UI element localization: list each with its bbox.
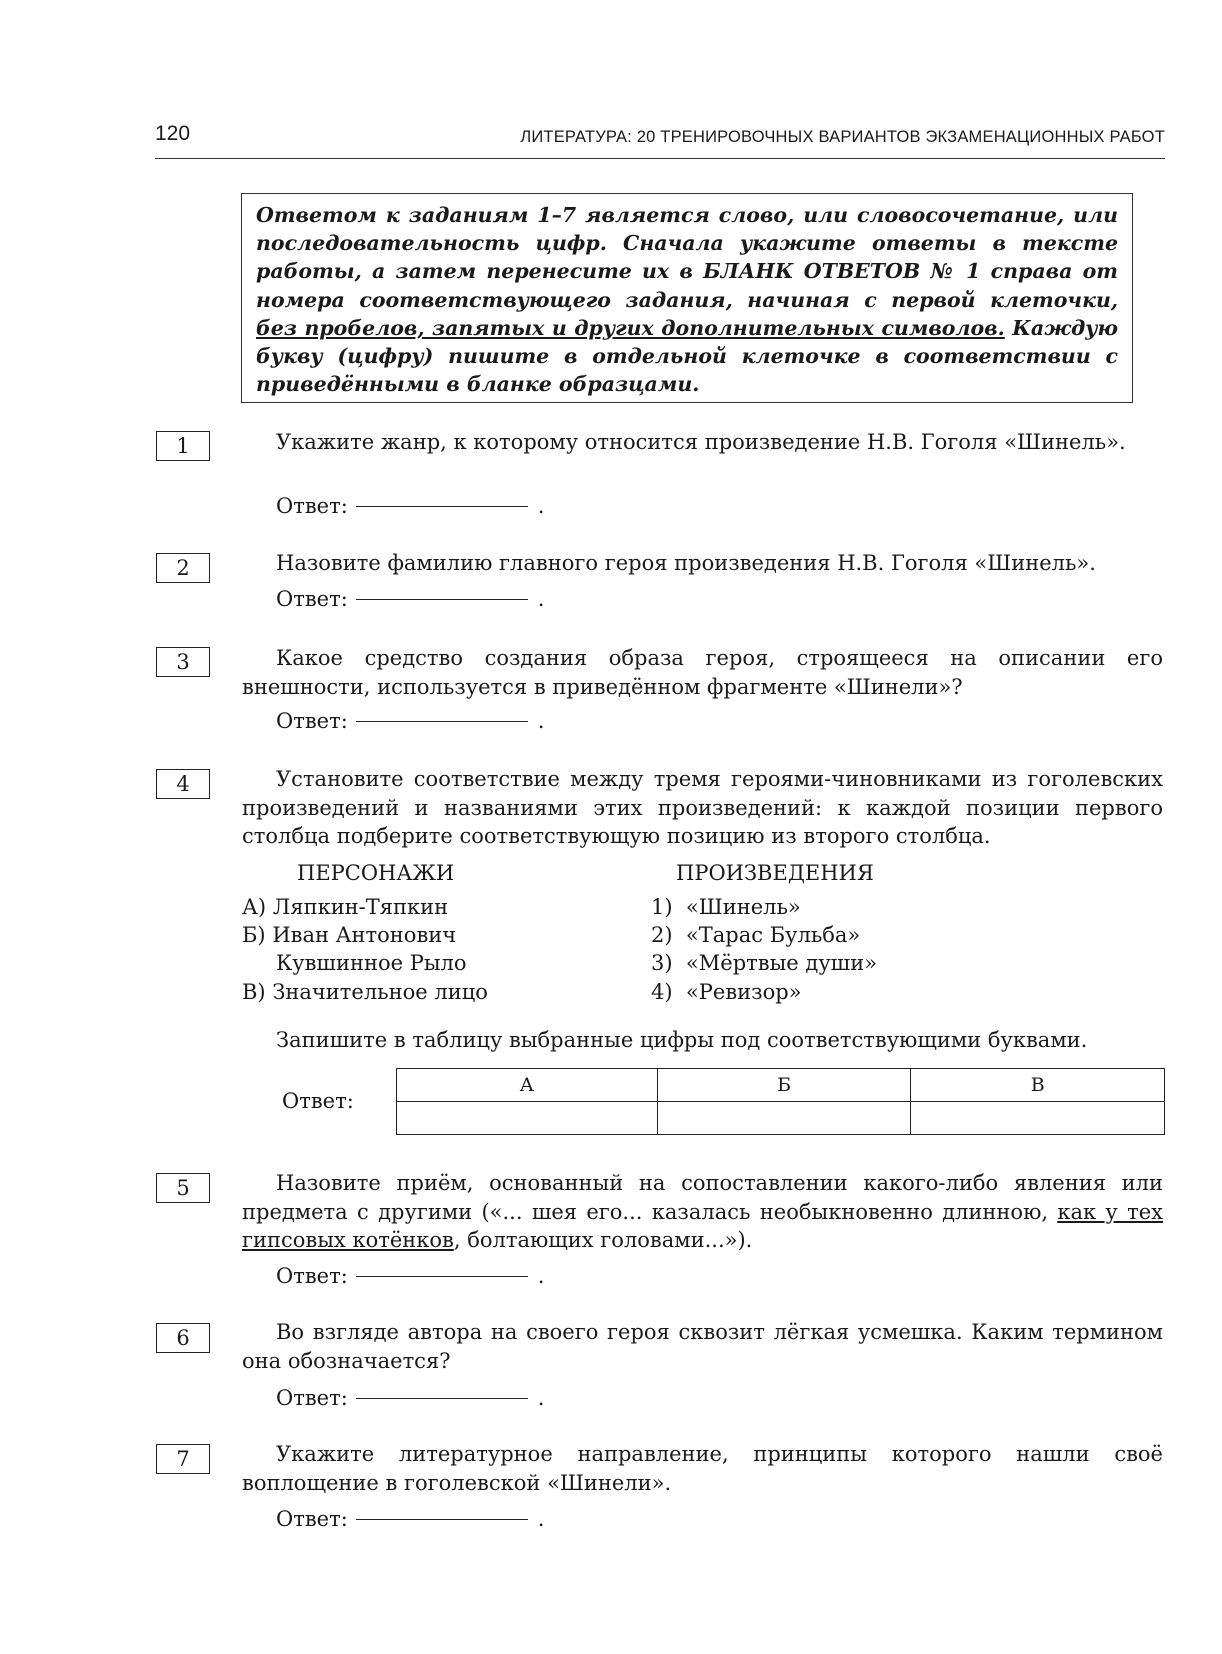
work-number: 1) xyxy=(651,895,673,919)
answer-table-header-row xyxy=(397,1069,1165,1102)
answer-line-6[interactable]: Ответ: . xyxy=(276,1386,545,1410)
character-letter: В) xyxy=(242,980,266,1004)
work-number: 2) xyxy=(651,923,673,947)
task-text-5-part1: Назовите приём, основанный на сопоставлении какого-либо явления или предмета с другими («... шея его... казалась необыкновенно длинною, xyxy=(242,1171,1163,1224)
character-name: Ляпкин-Тяпкин xyxy=(272,895,449,919)
task-number-2: 2 xyxy=(156,553,210,583)
answer-cell-a[interactable] xyxy=(397,1102,658,1135)
work-number: 3) xyxy=(651,951,673,975)
instruction-text-part1: Ответом к заданиям 1–7 является слово, или словосочетание, или последовательность цифр. Сначала укажите ответы в тексте работы, а затем перенесите их в БЛАНК ОТВЕТОВ № 1 справа от номера соответствующего задания, начиная с первой клеточки, xyxy=(256,203,1118,312)
task-text-2: Назовите фамилию главного героя произведения Н.В. Гоголя «Шинель». xyxy=(276,551,1096,575)
answer-table-header-a: А xyxy=(397,1069,658,1102)
task-number-5: 5 xyxy=(156,1173,210,1203)
work-item-4 xyxy=(651,978,802,1007)
task-number-1: 1 xyxy=(156,431,210,461)
task-text-7: Укажите литературное направление, принципы которого нашли своё воплощение в гоголевской «Шинели». xyxy=(242,1442,1163,1495)
work-title: «Шинель» xyxy=(685,895,801,919)
answer-table xyxy=(396,1068,1165,1135)
answer-line-7[interactable]: Ответ: . xyxy=(276,1507,545,1531)
character-item-v xyxy=(242,978,488,1007)
column-header-characters: ПЕРСОНАЖИ xyxy=(297,861,455,885)
work-item-2 xyxy=(651,921,860,950)
instruction-text-part2: Каждую букву (цифру) пишите в отдельной клеточке в соответствии с приведёнными в бланке образцами. xyxy=(256,315,1119,397)
character-item-a xyxy=(242,893,448,922)
character-letter: Б) xyxy=(242,923,266,947)
header-divider xyxy=(155,158,1165,159)
answer-cell-b[interactable] xyxy=(657,1102,911,1135)
answer-blank[interactable] xyxy=(356,1519,528,1520)
character-name: Иван Антонович xyxy=(272,923,457,947)
answer-label: Ответ: xyxy=(276,1507,348,1531)
task-text-5-underlined: как у тех гипсовых котёнков xyxy=(242,1199,1163,1252)
answer-label: Ответ: xyxy=(276,1264,348,1288)
answer-line-3[interactable]: Ответ: . xyxy=(276,709,545,733)
answer-blank[interactable] xyxy=(356,721,528,722)
instruction-box xyxy=(241,193,1133,403)
work-item-1 xyxy=(651,893,801,922)
work-title: «Ревизор» xyxy=(685,980,802,1004)
character-letter: А) xyxy=(242,895,267,919)
answer-blank[interactable] xyxy=(356,1398,528,1399)
table-answer-label: Ответ: xyxy=(282,1089,354,1113)
work-number: 4) xyxy=(651,980,673,1004)
answer-table-header-v: В xyxy=(911,1069,1165,1102)
work-item-3 xyxy=(651,949,877,978)
answer-blank[interactable] xyxy=(356,1276,528,1277)
task-number-4: 4 xyxy=(156,769,210,799)
task-text-5 xyxy=(242,1169,1163,1255)
answer-label: Ответ: xyxy=(276,709,348,733)
answer-table-header-b: Б xyxy=(657,1069,911,1102)
task-number-6: 6 xyxy=(156,1323,210,1353)
running-title: ЛИТЕРАТУРА: 20 ТРЕНИРОВОЧНЫХ ВАРИАНТОВ ЭКЗАМЕНАЦИОННЫХ РАБОТ xyxy=(520,128,1165,146)
work-title: «Мёртвые души» xyxy=(685,951,878,975)
character-item-b-cont: Кувшинное Рыло xyxy=(276,951,467,975)
answer-line-2[interactable]: Ответ: . xyxy=(276,587,545,611)
page-number: 120 xyxy=(155,122,191,145)
task-number-3: 3 xyxy=(156,647,210,677)
answer-line-5[interactable]: Ответ: . xyxy=(276,1264,545,1288)
task-text-1: Укажите жанр, к которому относится произведение Н.В. Гоголя «Шинель». xyxy=(276,430,1126,454)
table-instruction: Запишите в таблицу выбранные цифры под соответствующими буквами. xyxy=(276,1028,1088,1052)
character-item-b xyxy=(242,921,456,950)
answer-label: Ответ: xyxy=(276,494,348,518)
answer-blank[interactable] xyxy=(356,506,528,507)
character-name: Значительное лицо xyxy=(272,980,488,1004)
answer-cell-v[interactable] xyxy=(911,1102,1165,1135)
column-header-works: ПРОИЗВЕДЕНИЯ xyxy=(676,861,874,885)
answer-table-input-row xyxy=(397,1102,1165,1135)
work-title: «Тарас Бульба» xyxy=(685,923,861,947)
task-text-3: Какое средство создания образа героя, строящееся на описании его внешности, используется в приведённом фрагменте «Шинели»? xyxy=(242,646,1163,699)
task-text-6: Во взгляде автора на своего героя сквозит лёгкая усмешка. Каким термином она обозначается? xyxy=(242,1320,1163,1373)
answer-blank[interactable] xyxy=(356,599,528,600)
task-text-5-part2: , болтающих головами...»). xyxy=(453,1228,753,1252)
answer-label: Ответ: xyxy=(276,587,348,611)
instruction-text-underlined: без пробелов, запятых и других дополнительных символов. xyxy=(256,315,1005,340)
answer-line-1[interactable]: Ответ: . xyxy=(276,494,545,518)
instruction-text xyxy=(256,201,1118,398)
task-text-4: Установите соответствие между тремя героями-чиновниками из гоголевских произведений и названиями этих произведений: к каждой позиции первого столбца подберите соответствующую позицию из второго столбца. xyxy=(242,767,1163,848)
task-number-7: 7 xyxy=(156,1444,210,1474)
answer-label: Ответ: xyxy=(276,1386,348,1410)
